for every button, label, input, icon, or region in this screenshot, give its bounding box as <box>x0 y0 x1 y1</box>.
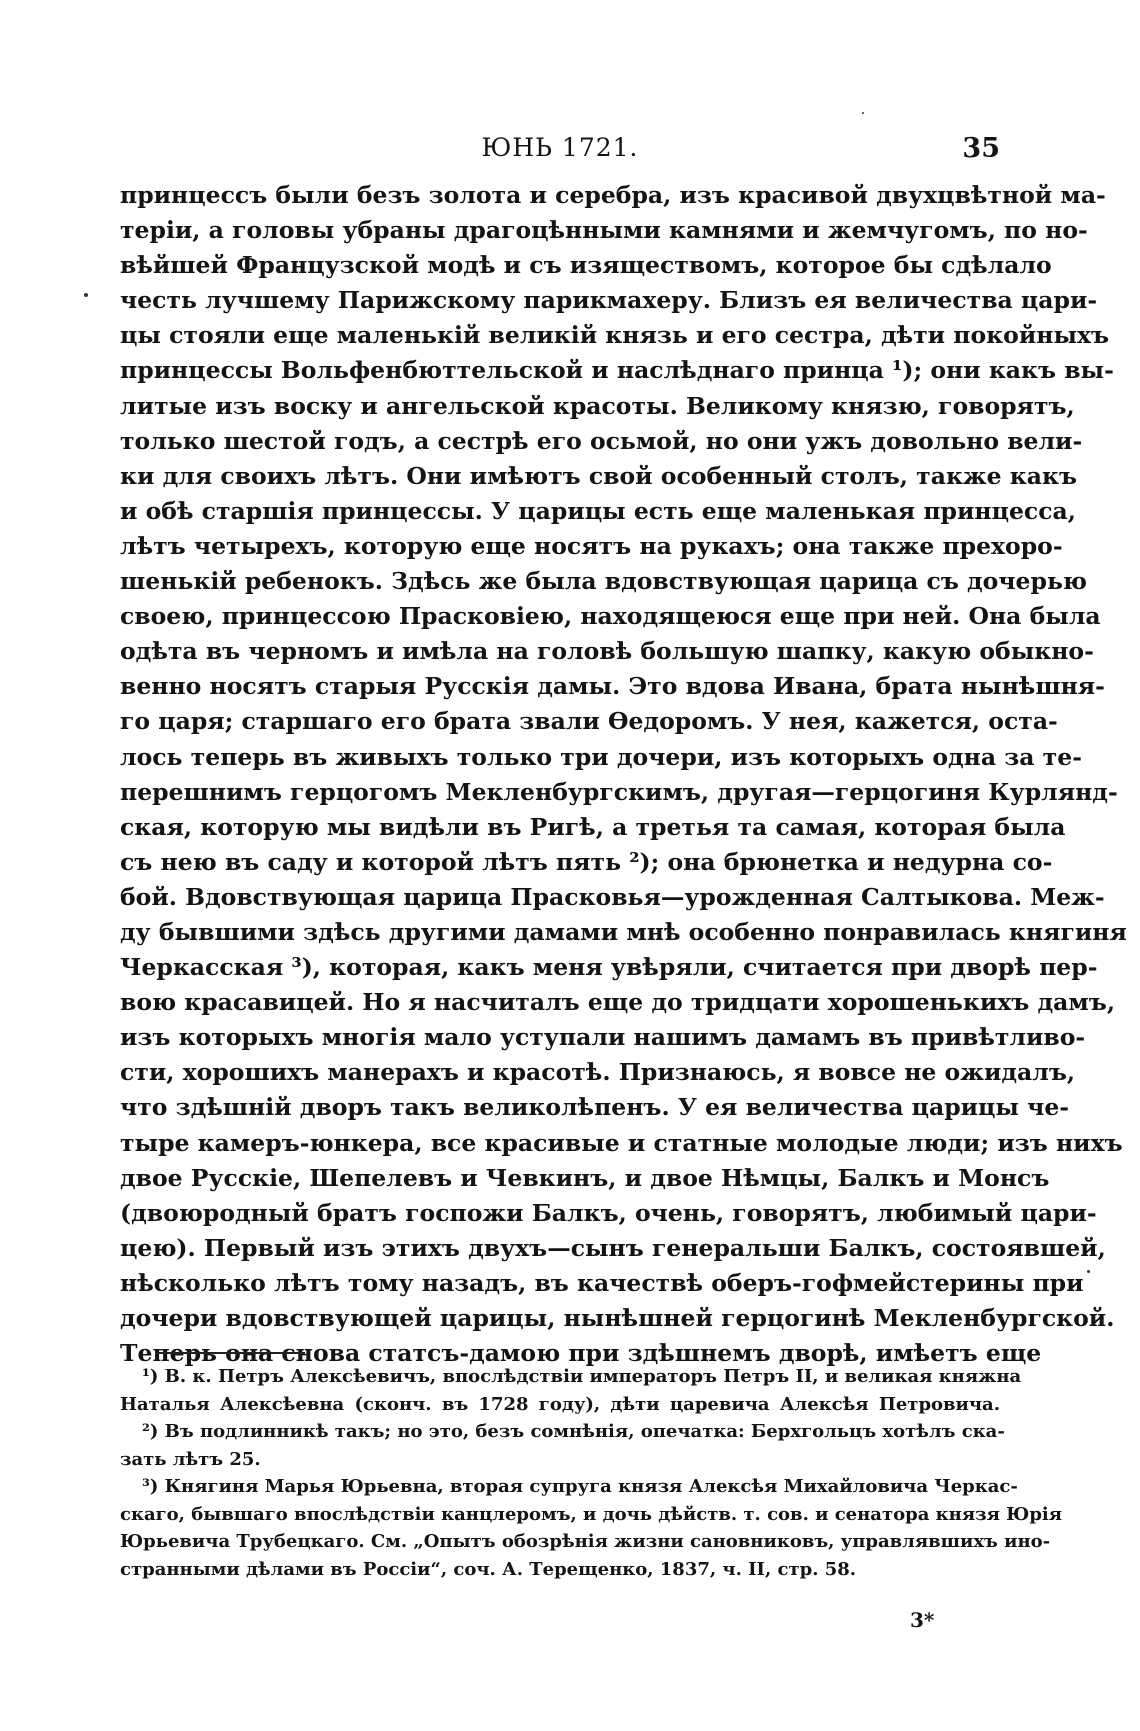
text-line: венно носятъ старыя Русскія дамы. Это вдова Ивана, брата нынѣшня- <box>120 672 1105 701</box>
footnote-separator <box>155 1352 305 1354</box>
text-line: нѣсколько лѣтъ тому назадъ, въ качествѣ оберъ-гофмейстерины при <box>120 1268 1084 1297</box>
text-line: цею). Первый изъ этихъ двухъ—сынъ генеральши Балкъ, состоявшей, <box>120 1233 1106 1262</box>
text-line: лось теперь въ живыхъ только три дочери, изъ которыхъ одна за те- <box>120 742 1082 771</box>
text-line: лѣтъ четырехъ, которую еще носятъ на рукахъ; она также прехоро- <box>120 531 1063 560</box>
text-line: что здѣшній дворъ такъ великолѣпенъ. У ея величества царицы че- <box>120 1093 1070 1122</box>
footnote-line: странными дѣлами въ Россіи“, соч. А. Терещенко, 1837, ч. II, стр. 58. <box>120 1558 857 1580</box>
text-line: ду бывшими здѣсь другими дамами мнѣ особенно понравилась княгиня <box>120 917 1127 946</box>
text-line: вѣйшей Французской модѣ и съ изяществомъ, которое бы сдѣлало <box>120 251 1052 280</box>
text-line: бой. Вдовствующая царица Прасковья—урожденная Салтыкова. Меж- <box>120 882 1105 911</box>
text-line: теріи, а головы убраны драгоцѣнными камнями и жемчугомъ, по но- <box>120 216 1088 245</box>
scan-speck <box>862 112 864 114</box>
text-line: изъ которыхъ многія мало уступали нашимъ дамамъ въ привѣтливо- <box>120 1023 1086 1052</box>
footnote-line: ²) Въ подлинникѣ такъ; но это, безъ сомнѣнія, опечатка: Берхгольцъ хотѣлъ ска- <box>142 1421 1005 1442</box>
text-line: своею, принцессою Прасковіею, находящеюся еще при ней. Она была <box>120 602 1101 631</box>
footnote-line: ¹) В. к. Петръ Алексѣевичъ, впослѣдствіи императоръ Петръ II, и великая княжна <box>142 1366 1022 1387</box>
main-text <box>120 178 1127 1371</box>
text-line: съ нею въ саду и которой лѣтъ пять ²); она брюнетка и недурна со- <box>120 847 1053 876</box>
text-line: (двоюродный братъ госпожи Балкъ, очень, говорятъ, любимый цари- <box>120 1198 1097 1227</box>
footnote-line: зать лѣтъ 25. <box>120 1448 261 1470</box>
page-header <box>120 133 1000 167</box>
text-line: Черкасская ³), которая, какъ меня увѣряли, считается при дворѣ пер- <box>120 953 1098 982</box>
text-line: вою красавицей. Но я насчиталъ еще до тридцати хорошенькихъ дамъ, <box>120 988 1115 1017</box>
footnote-line: ³) Княгиня Марья Юрьевна, вторая супруга князя Алексѣя Михайловича Черкас- <box>142 1476 1018 1497</box>
text-line: ки для своихъ лѣтъ. Они имѣютъ свой особенный столъ, также какъ <box>120 461 1077 490</box>
text-line: одѣта въ черномъ и имѣла на головѣ большую шапку, какую обыкно- <box>120 637 1094 666</box>
text-line: цы стояли еще маленькій великій князь и его сестра, дѣти покойныхъ <box>120 321 1110 350</box>
scan-speck <box>1087 1270 1090 1273</box>
footnotes <box>120 1363 1063 1583</box>
text-line: сти, хорошихъ манерахъ и красотѣ. Признаюсь, я вовсе не ожидалъ, <box>120 1058 1076 1087</box>
text-line: перешнимъ герцогомъ Мекленбургскимъ, другая—герцогиня Курлянд- <box>120 777 1118 806</box>
page-number: 35 <box>962 133 1000 164</box>
text-line: и обѣ старшія принцессы. У царицы есть еще маленькая принцесса, <box>120 496 1076 525</box>
running-title: ЮНЬ 1721. <box>481 133 639 162</box>
text-line: двое Русскіе, Шепелевъ и Чевкинъ, и двое Нѣмцы, Балкъ и Монсъ <box>120 1163 1050 1192</box>
text-line: честь лучшему Парижскому парикмахеру. Близъ ея величества цари- <box>120 286 1098 315</box>
footnote-line: Юрьевича Трубецкаго. См. „Опытъ обозрѣнія жизни сановниковъ, управлявшихъ ино- <box>120 1531 1051 1552</box>
text-line: шенькій ребенокъ. Здѣсь же была вдовствующая царица съ дочерью <box>120 567 1087 596</box>
text-line: ская, которую мы видѣли въ Ригѣ, а третья та самая, которая была <box>120 812 1066 841</box>
text-line: Теперь она снова статсъ-дамою при здѣшнемъ дворѣ, имѣетъ еще <box>120 1339 1042 1368</box>
text-line: принцессы Вольфенбюттельской и наслѣднаго принца ¹); они какъ вы- <box>120 356 1114 385</box>
signature-mark: 3* <box>910 1608 935 1632</box>
scan-speck <box>84 293 88 297</box>
footnote-line: скаго, бывшаго впослѣдствіи канцлеромъ, и дочь дѣйств. т. сов. и сенатора князя Юрія <box>120 1503 1063 1525</box>
text-line: литые изъ воску и ангельской красоты. Великому князю, говорятъ, <box>120 391 1075 420</box>
text-line: только шестой годъ, а сестрѣ его осьмой, но они ужъ довольно вели- <box>120 426 1083 455</box>
text-line: принцессъ были безъ золота и серебра, изъ красивой двухцвѣтной ма- <box>120 181 1106 209</box>
text-line: тыре камеръ-юнкера, все красивые и статные молодые люди; изъ нихъ <box>120 1128 1123 1157</box>
footnote-line: Наталья Алексѣевна (сконч. въ 1728 году), дѣти царевича Алексѣя Петровича. <box>120 1393 1000 1415</box>
text-line: дочери вдовствующей царицы, нынѣшней герцогинѣ Мекленбургской. <box>120 1304 1115 1332</box>
text-line: го царя; старшаго его брата звали Ѳедоромъ. У нея, кажется, оста- <box>120 707 1058 736</box>
